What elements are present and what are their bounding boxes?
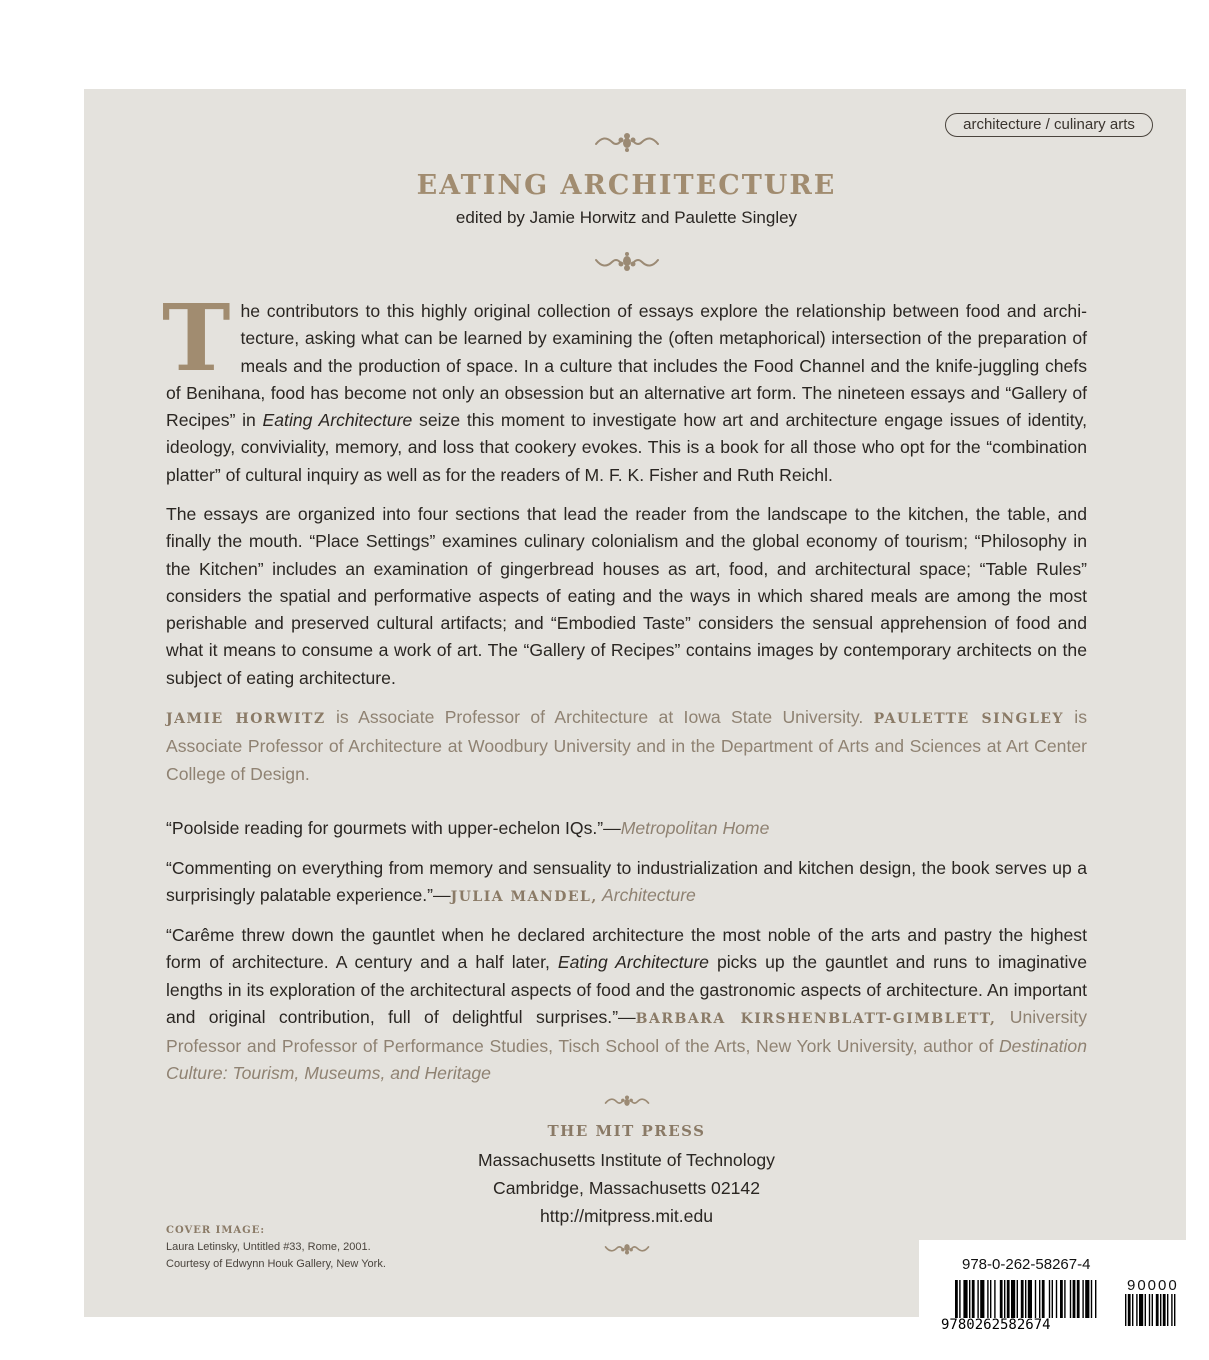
isbn-number: 978-0-262-58267-4 xyxy=(962,1256,1091,1273)
quote-3-name: BARBARA KIRSHENBLATT-GIMBLETT, xyxy=(635,1010,997,1027)
quote-2-source: Architecture xyxy=(597,885,696,906)
barcode-bar xyxy=(1021,1280,1024,1318)
quote-3-affiliation: University Professor and Professor of Performance Studies, Tisch School of the Arts, New York University, author of xyxy=(166,1006,1087,1057)
barcode-addon-bar xyxy=(1132,1294,1133,1326)
quote-3-book: Destination Culture: Tourism, Museums, and Heritage xyxy=(166,1036,1087,1084)
barcode-addon-bar xyxy=(1136,1294,1137,1326)
barcode-addon-bar xyxy=(1167,1294,1168,1326)
quote-3-book-title: Eating Architecture xyxy=(557,952,709,973)
barcode-bar xyxy=(1039,1280,1040,1318)
barcode-bar xyxy=(963,1280,967,1318)
blurb-quote-2 xyxy=(166,855,1087,912)
barcode-bar xyxy=(1085,1280,1089,1318)
editor-bios xyxy=(166,704,1087,788)
p1-text-b: seize this moment to investigate how art and architecture engage issues of identity, ideology, conviviality, memory, and loss that cookery evokes. This is a book for all those who opt for the “combination platter” of cultural inquiry as well as for the readers of M. F. K. Fisher and Ruth Reichl. xyxy=(166,410,1087,485)
barcode-bar xyxy=(1064,1280,1065,1318)
barcode-addon-bar xyxy=(1171,1294,1172,1326)
flourish-ornament-middle xyxy=(0,250,1209,281)
barcode-icon xyxy=(919,1240,1209,1360)
barcode-bar xyxy=(1042,1280,1045,1318)
barcode-bar xyxy=(1049,1280,1050,1318)
quote-1-source: Metropolitan Home xyxy=(620,818,770,838)
price-code: 90000 xyxy=(1127,1277,1179,1294)
barcode-bar xyxy=(990,1280,991,1318)
description-paragraph-2: The essays are organized into four sections that lead the reader from the landscape to the kitchen, the table, and finally the mouth. “Place Settings” examines culinary colonialism and the global economy of tourism; “Philosophy in the Kitchen” includes an examination of gingerbread houses as art, food, and architectural space; “Table Rules” considers the spatial and performative aspects of eating and the ways in which shared meals are among the most perishable and preserved cultural artifacts; and “Embodied Taste” considers the sensual apprehension of food and what it means to consume a work of art. The “Gallery of Recipes” contains images by contemporary architects on the subject of eating architecture. xyxy=(166,504,1087,688)
barcode-bar xyxy=(1011,1280,1015,1318)
barcode-bar xyxy=(1091,1280,1092,1318)
blurb-quote-1 xyxy=(166,815,1087,842)
description-paragraph-1 xyxy=(162,284,1087,489)
publisher-name: THE MIT PRESS xyxy=(547,1122,706,1140)
barcode-bar xyxy=(959,1280,960,1318)
barcode-addon-bar xyxy=(1128,1294,1131,1326)
barcode-bar xyxy=(1007,1280,1010,1318)
barcode-bar xyxy=(1082,1280,1083,1318)
barcode-addon-bar xyxy=(1125,1294,1126,1326)
publisher-block xyxy=(0,1122,1209,1230)
cover-credit-line-2: Courtesy of Edwynn Houk Gallery, New York. xyxy=(166,1258,386,1270)
barcode-addon-bar xyxy=(1174,1294,1175,1326)
barcode-bar xyxy=(1028,1280,1032,1318)
quote-2-name: JULIA MANDEL, xyxy=(450,889,598,906)
barcode-addon-bar xyxy=(1145,1294,1146,1326)
publisher-institution: Massachusetts Institute of Technology xyxy=(478,1150,775,1170)
cover-credit-label: COVER IMAGE: xyxy=(166,1225,266,1236)
barcode-bar xyxy=(1035,1280,1036,1318)
barcode-bar xyxy=(1025,1280,1026,1318)
barcode-bar xyxy=(972,1280,975,1318)
barcode-bar xyxy=(994,1280,995,1318)
barcode-bar xyxy=(980,1280,984,1318)
publisher-address: Cambridge, Massachusetts 02142 xyxy=(493,1178,760,1198)
quote-2-text: “Commenting on everything from memory and sensuality to industrialization and kitchen design, the book serves up a surprisingly palatable experience.”— xyxy=(166,858,1087,906)
barcode-addon-bar xyxy=(1156,1294,1159,1326)
barcode-bar xyxy=(987,1280,988,1318)
barcode-bar xyxy=(977,1280,978,1318)
book-title: EATING ARCHITECTURE xyxy=(416,170,837,201)
cover-image-credit xyxy=(166,1222,386,1273)
p1-book-title: Eating Architecture xyxy=(262,410,413,431)
blurb-quote-3 xyxy=(166,922,1087,1088)
barcode-addon-bar xyxy=(1152,1294,1153,1326)
barcode-bar xyxy=(1052,1280,1053,1318)
barcode-bar xyxy=(955,1280,958,1318)
barcode-bar xyxy=(1073,1280,1076,1318)
bio-text-singley: is Associate Professor of Architecture at Woodbury University and in the Department of Arts and Sciences at Art Center College of Design. xyxy=(166,707,1087,784)
p1-text-a: he contributors to this highly original collection of essays explore the relationship between food and architecture, asking what can be learned by examining the (often metaphorical) intersection of the preparation of meals and the production of space. In a culture that includes the Food Channel and the knife-juggling chefs of Benihana, food has become not only an obsession but an alternative art form. The nineteen essays and “Gallery of Recipes” in xyxy=(166,301,1087,431)
barcode-bar xyxy=(1095,1280,1096,1318)
flourish-ornament-top xyxy=(0,128,1209,159)
flourish-ornament-publisher xyxy=(0,1092,1209,1115)
barcode-bar xyxy=(969,1280,970,1318)
cover-credit-line-1: Laura Letinsky, Untitled #33, Rome, 2001. xyxy=(166,1241,371,1253)
barcode-bar xyxy=(1077,1280,1080,1318)
barcode-bar xyxy=(1004,1280,1005,1318)
barcode-area xyxy=(919,1240,1209,1360)
barcode-addon-bar xyxy=(1163,1294,1166,1326)
barcode-bar xyxy=(1000,1280,1003,1318)
barcode-addon-bar xyxy=(1139,1294,1143,1326)
barcode-addon-bar xyxy=(1160,1294,1161,1326)
barcode-bar xyxy=(1060,1280,1063,1318)
quote-3-text-a: “Carême threw down the gauntlet when he declared architecture the most noble of the arts and pastry the highest form of architecture. A century and a half later, xyxy=(166,925,1087,973)
category-badge: architecture / culinary arts xyxy=(945,113,1153,137)
bio-text-horwitz: is Associate Professor of Architecture at Iowa State University. xyxy=(325,707,874,727)
editors-line: edited by Jamie Horwitz and Paulette Singley xyxy=(455,208,798,227)
barcode-digits: 9780262582674 xyxy=(941,1317,1051,1333)
barcode-bar xyxy=(1056,1280,1057,1318)
barcode-addon-bar xyxy=(1149,1294,1150,1326)
bio-name-singley: PAULETTE SINGLEY xyxy=(873,711,1064,727)
publisher-url[interactable]: http://mitpress.mit.edu xyxy=(539,1206,714,1226)
drop-cap: T xyxy=(162,284,231,392)
quote-1-text: “Poolside reading for gourmets with upper-echelon IQs.”— xyxy=(166,818,621,838)
barcode-bar xyxy=(1070,1280,1071,1318)
bio-name-horwitz: JAMIE HORWITZ xyxy=(166,711,326,727)
barcode-bar xyxy=(1017,1280,1018,1318)
quote-3-text-b: picks up the gauntlet and runs to imaginative lengths in its exploration of the architectural aspects of food and the gastronomic aspects of architecture. An important and original contribution, full of delightful surprises.”— xyxy=(166,952,1087,1027)
